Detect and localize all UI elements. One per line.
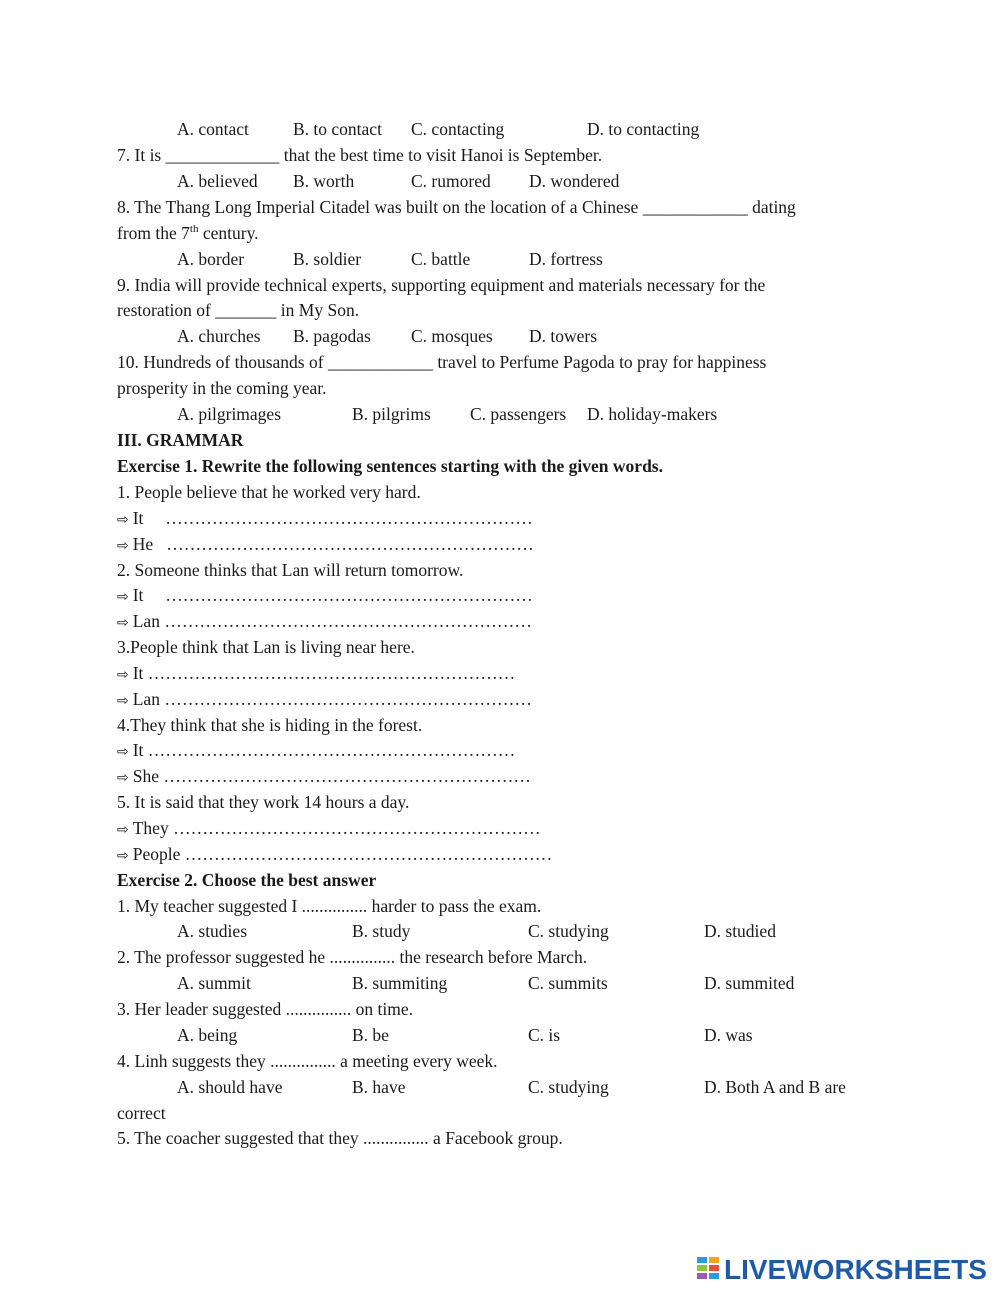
q9-option-c: C. mosques <box>411 326 493 346</box>
ex1-answer-5b <box>117 843 552 867</box>
arrow-icon: ⇨ <box>117 822 129 838</box>
q7-option-b: B. worth <box>293 171 355 191</box>
ex1-answer-1a <box>117 507 533 531</box>
q10-option-b: B. pilgrims <box>352 404 431 424</box>
ex1-answer-3b <box>117 688 532 712</box>
q6-option-d: D. to contacting <box>587 119 700 139</box>
arrow-icon: ⇨ <box>117 848 129 864</box>
ex2-q1-option-c[interactable]: C. studying <box>528 921 609 941</box>
q6-option-c: C. contacting <box>411 119 505 139</box>
ex2-q1-option-a[interactable]: A. studies <box>177 921 247 941</box>
ex2-q4-option-d-continued: correct <box>117 1103 166 1123</box>
ex2-q2-stem: 2. The professor suggested he ............... the research before March. <box>117 947 588 967</box>
ex2-q3-option-c[interactable]: C. is <box>528 1025 561 1045</box>
q10-stem-line2: prosperity in the coming year. <box>117 378 327 398</box>
ex1-answer-4a <box>117 739 515 763</box>
ex2-q3-stem: 3. Her leader suggested ............... on time. <box>117 999 413 1019</box>
q9-stem-line1: 9. India will provide technical experts, supporting equipment and materials necessary for the <box>117 275 766 295</box>
ex1-answer-4b <box>117 765 531 789</box>
q8-option-a: A. border <box>177 249 245 269</box>
arrow-icon: ⇨ <box>117 589 129 605</box>
answer-blank[interactable]: They ……………………………………………………… <box>132 818 541 838</box>
ex2-q2-option-a[interactable]: A. summit <box>177 973 251 993</box>
ex2-q4-options <box>0 1076 1000 1098</box>
ex1-answer-3a <box>117 662 515 686</box>
ex2-q2-option-c[interactable]: C. summits <box>528 973 608 993</box>
q9-option-d: D. towers <box>529 326 598 346</box>
ex1-sentence-4: 4.They think that she is hiding in the forest. <box>117 715 423 735</box>
ex2-q1-option-b[interactable]: B. study <box>352 921 411 941</box>
q8-option-c: C. battle <box>411 249 471 269</box>
ex2-q5-stem: 5. The coacher suggested that they ............... a Facebook group. <box>117 1128 563 1148</box>
ex1-answer-1b <box>117 533 534 557</box>
q6-options <box>0 118 1000 140</box>
ex2-q4-option-c[interactable]: C. studying <box>528 1077 609 1097</box>
q7-option-a: A. believed <box>177 171 258 191</box>
answer-blank[interactable]: She ……………………………………………………… <box>132 766 531 786</box>
q9-stem-line2: restoration of _______ in My Son. <box>117 300 360 320</box>
ex1-answer-2b <box>117 610 532 634</box>
q7-stem: 7. It is _____________ that the best time to visit Hanoi is September. <box>117 145 603 165</box>
ex2-q4-option-b[interactable]: B. have <box>352 1077 406 1097</box>
ex2-q4-option-d[interactable]: D. Both A and B are <box>704 1077 846 1097</box>
ex2-q1-option-d[interactable]: D. studied <box>704 921 776 941</box>
q6-option-b: B. to contact <box>293 119 382 139</box>
logo-mark-icon <box>697 1257 721 1283</box>
answer-blank[interactable]: Lan ……………………………………………………… <box>132 611 532 631</box>
arrow-icon: ⇨ <box>117 693 129 709</box>
ex1-answer-2a <box>117 584 533 608</box>
ex2-q2-option-b[interactable]: B. summiting <box>352 973 448 993</box>
q8-stem-line2 <box>117 222 259 244</box>
q8-superscript: th <box>189 223 199 236</box>
q7-option-c: C. rumored <box>411 171 491 191</box>
ex2-q3-option-d[interactable]: D. was <box>704 1025 753 1045</box>
answer-blank[interactable]: It ……………………………………………………… <box>132 740 516 760</box>
arrow-icon: ⇨ <box>117 615 129 631</box>
ex1-answer-5a <box>117 817 541 841</box>
q8-stem-text: from the 7 <box>117 223 190 243</box>
q8-option-b: B. soldier <box>293 249 362 269</box>
section-heading: III. GRAMMAR <box>117 430 244 450</box>
q10-options <box>0 403 1000 425</box>
answer-blank[interactable]: It ……………………………………………………… <box>132 663 516 683</box>
q9-options <box>0 325 1000 347</box>
ex2-q3-option-a[interactable]: A. being <box>177 1025 238 1045</box>
q10-stem-line1: 10. Hundreds of thousands of ____________ travel to Perfume Pagoda to pray for happiness <box>117 352 767 372</box>
q10-option-d: D. holiday-makers <box>587 404 718 424</box>
ex2-q2-options <box>0 972 1000 994</box>
ex2-q3-options <box>0 1024 1000 1046</box>
q8-stem-text-end: century. <box>198 223 259 243</box>
ex2-q4-stem: 4. Linh suggests they ............... a meeting every week. <box>117 1051 498 1071</box>
ex2-q4-option-a[interactable]: A. should have <box>177 1077 283 1097</box>
q8-option-d: D. fortress <box>529 249 603 269</box>
arrow-icon: ⇨ <box>117 770 129 786</box>
logo-text: LIVEWORKSHEETS <box>724 1254 987 1285</box>
exercise1-title: Exercise 1. Rewrite the following sentences starting with the given words. <box>117 456 663 476</box>
ex2-q3-option-b[interactable]: B. be <box>352 1025 389 1045</box>
exercise2-title: Exercise 2. Choose the best answer <box>117 870 377 890</box>
answer-blank[interactable]: People ……………………………………………………… <box>132 844 553 864</box>
q9-option-b: B. pagodas <box>293 326 371 346</box>
q8-stem-line1: 8. The Thang Long Imperial Citadel was built on the location of a Chinese ____________ dating <box>117 197 796 217</box>
answer-blank[interactable]: He ……………………………………………………… <box>132 534 534 554</box>
arrow-icon: ⇨ <box>117 667 129 683</box>
answer-blank[interactable]: Lan ……………………………………………………… <box>132 689 532 709</box>
q8-options <box>0 248 1000 270</box>
arrow-icon: ⇨ <box>117 512 129 528</box>
q7-options <box>0 170 1000 192</box>
arrow-icon: ⇨ <box>117 538 129 554</box>
ex1-sentence-2: 2. Someone thinks that Lan will return tomorrow. <box>117 560 464 580</box>
answer-blank[interactable]: It ……………………………………………………… <box>132 508 533 528</box>
ex1-sentence-5: 5. It is said that they work 14 hours a day. <box>117 792 410 812</box>
ex2-q1-stem: 1. My teacher suggested I ............... harder to pass the exam. <box>117 896 542 916</box>
q9-option-a: A. churches <box>177 326 261 346</box>
ex2-q2-option-d[interactable]: D. summited <box>704 973 795 993</box>
ex1-sentence-3: 3.People think that Lan is living near here. <box>117 637 415 657</box>
q7-option-d: D. wondered <box>529 171 620 191</box>
answer-blank[interactable]: It ……………………………………………………… <box>132 585 533 605</box>
q6-option-a: A. contact <box>177 119 249 139</box>
ex2-q1-options <box>0 920 1000 942</box>
liveworksheets-logo <box>697 1254 987 1286</box>
q10-option-a: A. pilgrimages <box>177 404 282 424</box>
q10-option-c: C. passengers <box>470 404 567 424</box>
ex1-sentence-1: 1. People believe that he worked very hard. <box>117 482 421 502</box>
arrow-icon: ⇨ <box>117 744 129 760</box>
